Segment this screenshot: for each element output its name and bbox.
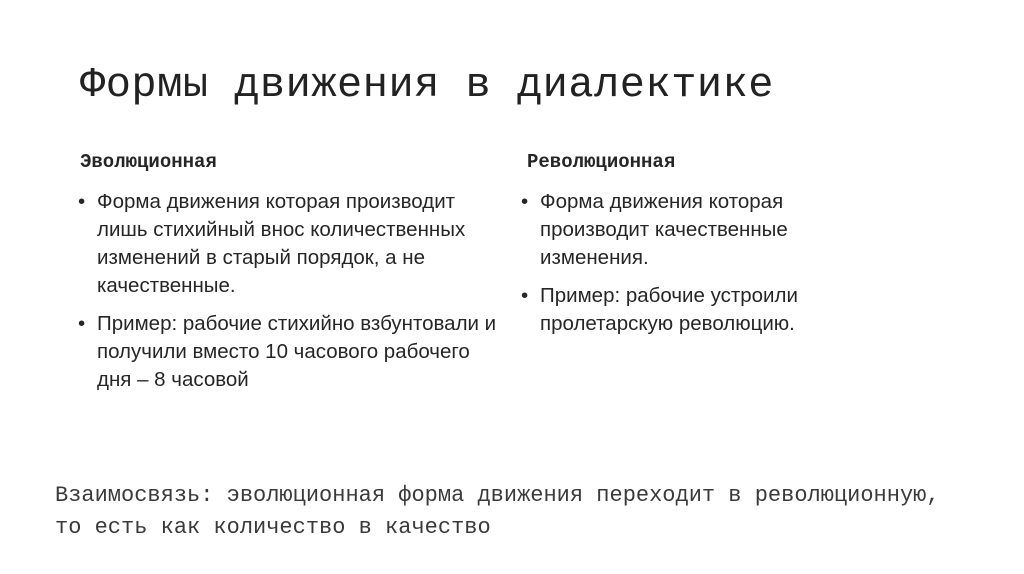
revolutionary-bullet-list bbox=[521, 188, 881, 348]
relationship-footer: Взаимосвязь: эволюционная форма движения переходит в революционную, то есть как количество в качество bbox=[55, 483, 940, 540]
bullet-item bbox=[521, 188, 881, 272]
slide-title: Формы движения в диалектике bbox=[80, 61, 775, 109]
bullet-text: Пример: рабочие стихийно взбунтовали и получили вместо 10 часового рабочего дня – 8 часовой bbox=[97, 312, 497, 391]
revolutionary-heading: Революционная bbox=[527, 151, 676, 173]
bullet-text: Пример: рабочие устроили пролетарскую революцию. bbox=[540, 284, 798, 335]
bullet-item bbox=[78, 188, 498, 300]
bullet-text: Форма движения которая производит лишь стихийный внос количественных изменений в старый порядок, а не качественные. bbox=[97, 190, 466, 297]
bullet-icon: • bbox=[78, 312, 86, 335]
evolutionary-heading: Эволюционная bbox=[80, 151, 217, 173]
bullet-item bbox=[78, 310, 498, 394]
evolutionary-bullet-list bbox=[78, 188, 498, 404]
bullet-item bbox=[521, 282, 881, 338]
bullet-text: Форма движения которая производит качественные изменения. bbox=[540, 190, 788, 269]
bullet-icon: • bbox=[521, 190, 529, 213]
bullet-icon: • bbox=[78, 190, 86, 213]
bullet-icon: • bbox=[521, 284, 529, 307]
